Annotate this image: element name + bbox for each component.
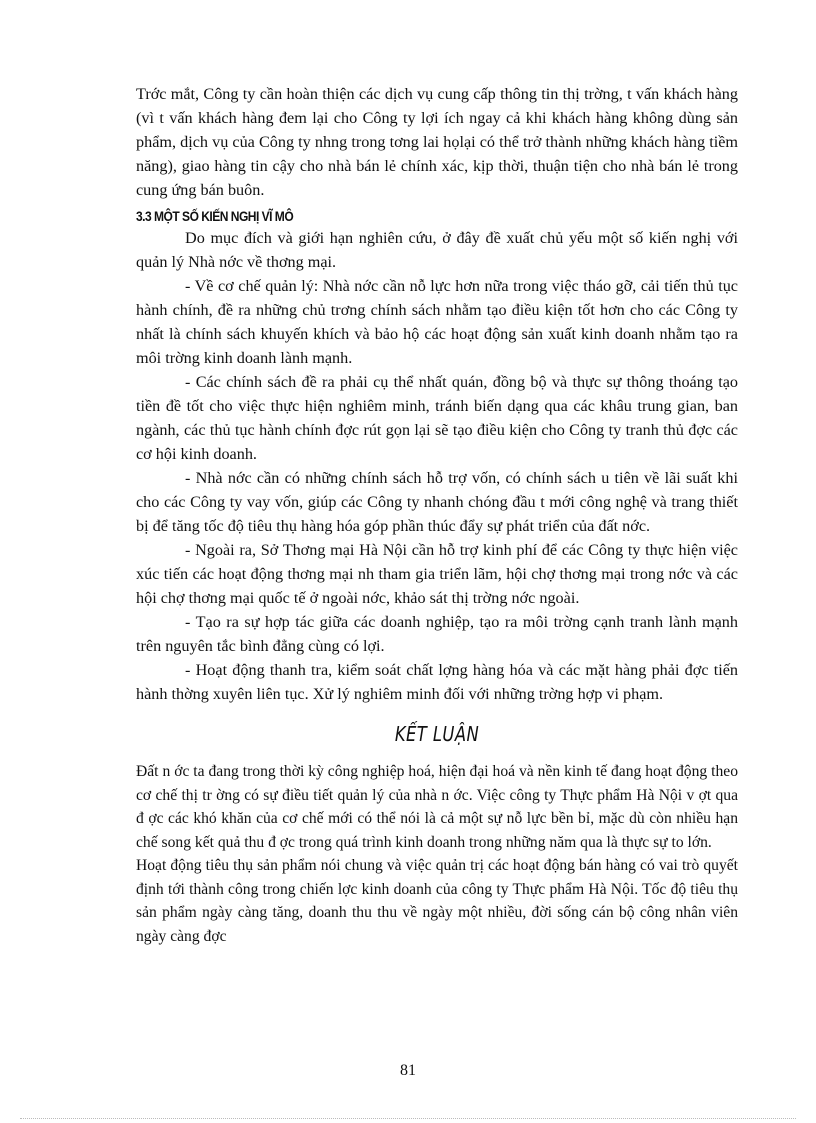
section-paragraph: - Tạo ra sự hợp tác giữa các doanh nghiệp, tạo ra môi trờng cạnh tranh lành mạnh trên nguyên tắc bình đẳng cùng có lợi. [136, 613, 738, 655]
page-number: 81 [400, 1062, 416, 1079]
conclusion-body [136, 760, 738, 948]
conclusion-paragraph: Hoạt động tiêu thụ sản phẩm nói chung và việc quản trị các hoạt động bán hàng có vai trò quyết định tới thành công trong chiến lợc kinh doanh của công ty Thực phẩm Hà Nội. Tốc độ tiêu thụ sản phẩm ngày càng tăng, doanh thu thu về ngày một nhiều, đời sống cán bộ công nhân viên ngày càng đợc [136, 857, 738, 945]
page-bottom-divider [20, 1118, 796, 1119]
intro-paragraph: Trớc mắt, Công ty cần hoàn thiện các dịch vụ cung cấp thông tin thị trờng, t vấn khách hàng (vì t vấn khách hàng đem lại cho Công ty lợi ích ngay cả khi khách hàng không dùng sản phẩm, dịch vụ của Công ty nhng trong tơng lai họlại có thể trở thành những khách hàng tiềm năng), giao hàng tin cậy cho nhà bán lẻ chính xác, kịp thời, thuận tiện cho nhà bán lẻ trong cung ứng bán buôn. [136, 85, 738, 199]
section-heading: 3.3 MỘT SỐ KIẾN NGHỊ VĨ MÔ [136, 208, 294, 224]
section-paragraph: - Ngoài ra, Sở Thơng mại Hà Nội cần hỗ trợ kinh phí để các Công ty thực hiện việc xúc tiến các hoạt động thơng mại nh tham gia triển lãm, hội chợ thơng mại trong nớc và các hội chợ thơng mại quốc tế ở ngoài nớc, khảo sát thị trờng nớc ngoài. [136, 541, 738, 607]
section-paragraph: - Nhà nớc cần có những chính sách hỗ trợ vốn, có chính sách u tiên về lãi suất khi cho các Công ty vay vốn, giúp các Công ty nhanh chóng đầu t mới công nghệ và trang thiết bị để tăng tốc độ tiêu thụ hàng hóa góp phần thúc đẩy sự phát triển của đất nớc. [136, 469, 738, 535]
section-paragraph: - Về cơ chế quản lý: Nhà nớc cần nỗ lực hơn nữa trong việc tháo gỡ, cải tiến thủ tục hành chính, đề ra những chủ trơng chính sách nhằm tạo điều kiện tốt hơn cho các Công ty nhất là chính sách khuyến khích và bảo hộ các hoạt động sản xuất kinh doanh nhằm tạo ra môi trờng kinh doanh lành mạnh. [136, 277, 738, 367]
section-paragraph: Do mục đích và giới hạn nghiên cứu, ở đây đề xuất chủ yếu một số kiến nghị với quản lý Nhà nớc về thơng mại. [136, 229, 738, 271]
conclusion-paragraph: Đất n ớc ta đang trong thời kỳ công nghiệp hoá, hiện đại hoá và nền kinh tế đang hoạt động theo cơ chế thị tr ờng có sự điều tiết quản lý của nhà n ớc. Việc công ty Thực phẩm Hà Nội v ợt qua đ ợc các khó khăn của cơ chế mới có thể nói là cả một sự nỗ lực bền bỉ, mặc dù còn nhiều hạn chế song kết quả thu đ ợc trong quá trình kinh doanh trong những năm qua là thực sự to lớn. [136, 763, 738, 851]
section-paragraph: - Các chính sách đề ra phải cụ thể nhất quán, đồng bộ và thực sự thông thoáng tạo tiền đề tốt cho việc thực hiện nghiêm minh, tránh biến dạng qua các khâu trung gian, ban ngành, các thủ tục hành chính đợc rút gọn lại sẽ tạo điều kiện cho Công ty tranh thủ đợc các cơ hội kinh doanh. [136, 373, 738, 463]
section-paragraph: - Hoạt động thanh tra, kiểm soát chất lợng hàng hóa và các mặt hàng phải đợc tiến hành thờng xuyên liên tục. Xử lý nghiêm minh đối với những trờng hợp vi phạm. [136, 661, 738, 703]
document-page [136, 82, 738, 948]
conclusion-title: KẾT LUẬN [394, 722, 480, 746]
